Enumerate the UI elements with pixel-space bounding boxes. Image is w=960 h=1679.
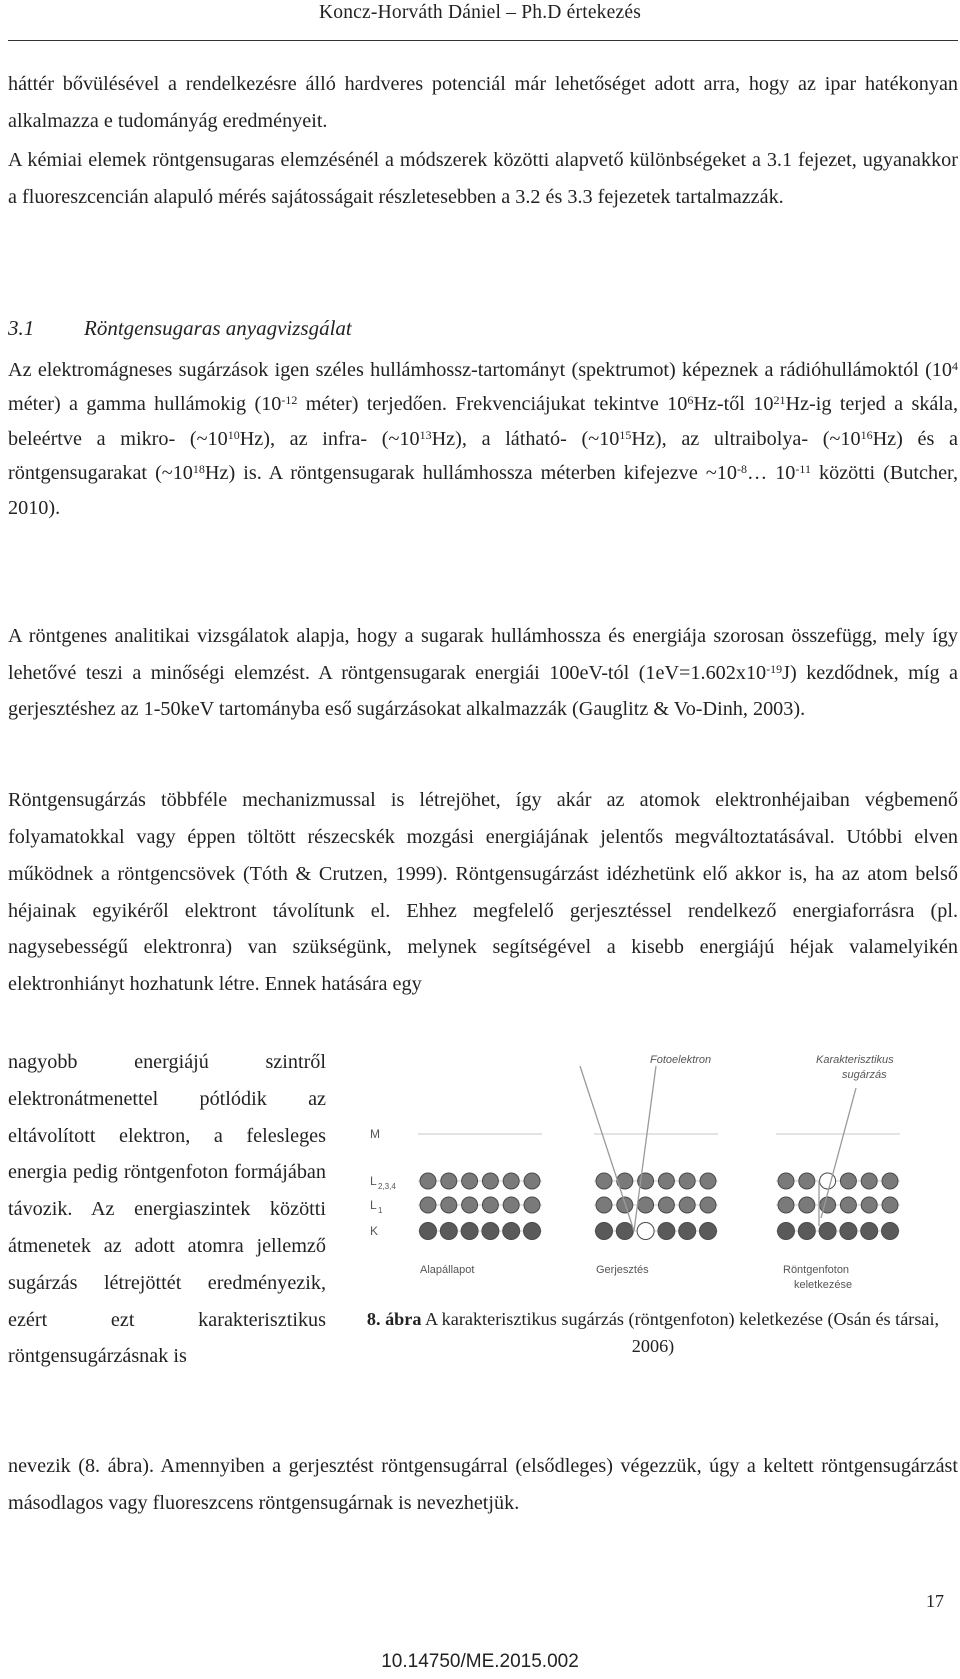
electrons (420, 1173, 899, 1240)
electron (840, 1223, 857, 1240)
label-excitation: Gerjesztés (596, 1264, 649, 1276)
label-level-l1: L (370, 1198, 377, 1212)
header-rule (8, 40, 958, 41)
electron (882, 1197, 898, 1213)
electron (840, 1173, 856, 1189)
electron (596, 1173, 612, 1189)
electron (882, 1223, 899, 1240)
electron (799, 1197, 815, 1213)
electron (420, 1173, 436, 1189)
electron (638, 1197, 654, 1213)
electron (420, 1223, 437, 1240)
label-xray-photon-1: Röntgenfoton (783, 1264, 850, 1276)
electron (658, 1197, 674, 1213)
electron (503, 1223, 520, 1240)
electron (778, 1197, 794, 1213)
label-level-l-sub: 2,3,4 (378, 1182, 396, 1191)
electron (482, 1173, 498, 1189)
electron (524, 1173, 540, 1189)
electron (679, 1173, 695, 1189)
electron (617, 1197, 633, 1213)
electron (778, 1223, 795, 1240)
label-ground-state: Alapállapot (420, 1264, 475, 1276)
electron (420, 1197, 436, 1213)
electron (700, 1223, 717, 1240)
caption-text: A karakterisztikus sugárzás (röntgenfoton) keletkezése (Osán és társai, 2006) (421, 1309, 940, 1356)
label-level-k: K (370, 1224, 379, 1238)
section-heading (8, 310, 958, 346)
electron (840, 1197, 856, 1213)
energy-level-diagram (356, 1048, 950, 1306)
electron (596, 1197, 612, 1213)
electron (700, 1173, 716, 1189)
electron (861, 1223, 878, 1240)
electron (700, 1197, 716, 1213)
label-characteristic-1: Karakterisztikus (816, 1054, 894, 1066)
figure-caption (356, 1306, 950, 1360)
electron (524, 1223, 541, 1240)
electron (798, 1223, 815, 1240)
electron (679, 1223, 696, 1240)
paragraph-final: nevezik (8. ábra). Amennyiben a gerjesztést röntgensugárral (elsődleges) végezzük, úgy a keltett röntgensugárzást másodlagos vagy fluoreszcens röntgensugárnak is nevezhetjük. (8, 1455, 958, 1514)
electron (461, 1223, 478, 1240)
electron (861, 1173, 877, 1189)
label-level-m: M (370, 1127, 380, 1141)
electron (658, 1223, 675, 1240)
label-photoelectron: Fotoelektron (650, 1054, 712, 1066)
figure-8 (356, 1048, 950, 1388)
electron (462, 1173, 478, 1189)
electron (679, 1197, 695, 1213)
electron (441, 1197, 457, 1213)
paragraph-wrap: nagyobb energiájú szintről elektronátmenettel pótlódik az eltávolított elektron, a felesleges energia pedig röntgenfoton formájában távozik. Az energiaszintek közötti átmenetek az adott atomra jellemző sugárzás létrejöttét eredményezik, ezért ezt karakterisztikus röntgensugárzásnak is (8, 1051, 326, 1368)
electron (441, 1173, 457, 1189)
electron (503, 1173, 519, 1189)
section-number: 3.1 (8, 316, 35, 340)
electron (482, 1197, 498, 1213)
electron (882, 1173, 898, 1189)
electron-vacancy (820, 1173, 836, 1189)
running-header: Koncz-Horváth Dániel – Ph.D értekezés (319, 2, 641, 23)
electron (658, 1173, 674, 1189)
paragraph-spectrum: Az elektromágneses sugárzások igen széles hullámhossz-tartományt (spektrumot) képeznek a rádióhullámoktól ($10^4$ méter) a gamma hullámokig ($10^{-12}$ méter) terjedően. Frekvenciájukat tekintve $10^6Hz$-től $10^{21}Hz-ig$ terjed a skála, beleértve a mikro- $(\sim 10^{10}Hz)$, az infra- $(\sim 10^{13}Hz)$, a látható- $(\sim 10^{15}Hz)$, az ultraibolya- $(\sim 10^{16}Hz)$ és a röntgensugarakat $(\sim 10^{18}Hz)$ is. A röntgensugarak hullámhossza méterben kifejezve $\sim 10^{-8}\dots$ $10^{-11}$ közötti (Butcher, 2010). (8, 359, 958, 519)
paragraph-chapters: A kémiai elemek röntgensugaras elemzésénél a módszerek közötti alapvető különbségeket a 3.1 fejezet, ugyanakkor a fluoreszcencián alapuló mérés sajátosságait részletesebben a 3.2 és 3.3 fejezetek tartalmazzák. (8, 149, 958, 209)
label-characteristic-2: sugárzás (842, 1069, 887, 1081)
electron (596, 1223, 613, 1240)
electron (819, 1223, 836, 1240)
electron (482, 1223, 499, 1240)
electron-vacancy (637, 1223, 654, 1240)
electron (440, 1223, 457, 1240)
label-xray-photon-2: keletkezése (794, 1279, 853, 1291)
label-level-l: L (370, 1174, 377, 1188)
doi: 10.14750/ME.2015.002 (381, 1651, 579, 1672)
electron (778, 1173, 794, 1189)
electron (462, 1197, 478, 1213)
electron (820, 1197, 836, 1213)
caption-label: 8. ábra (366, 1309, 422, 1329)
electron (524, 1197, 540, 1213)
electron (616, 1223, 633, 1240)
electron (503, 1197, 519, 1213)
paragraph-energy: A röntgenes analitikai vizsgálatok alapja, hogy a sugarak hullámhossza és energiája szorosan összefügg, mely így lehetővé teszi a minőségi elemzést. A röntgensugarak energiái 100eV-tól $(1eV=1.602x10^{-19}J)$ kezdődnek, míg a gerjesztéshez az 1-50keV tartományba eső sugárzásokat alkalmazzák (Gauglitz & Vo-Dinh, 2003). (8, 625, 958, 721)
section-title: Röntgensugaras anyagvizsgálat (84, 316, 352, 340)
page-number: 17 (926, 1591, 944, 1611)
paragraph-intro: háttér bővülésével a rendelkezésre álló hardveres potenciál már lehetőséget adott arra, hogy az ipar hatékonyan alkalmazza e tudományág eredményeit. (8, 73, 958, 132)
electron (799, 1173, 815, 1189)
electron (861, 1197, 877, 1213)
paragraph-mechanism: Röntgensugárzás többféle mechanizmussal is létrejöhet, így akár az atomok elektronhéjaiban végbemenő folyamatokkal vagy éppen töltött részecskék mozgási energiájának jelentős megváltoztatásával. Utóbbi elven működnek a röntgencsövek (Tóth & Crutzen, 1999). Röntgensugárzást idézhetünk elő akkor is, ha az atom belső héjainak egyikéről elektront távolítunk el. Ehhez megfelelő gerjesztéssel rendelkező energiaforrásra (pl. nagysebességű elektronra) van szükségünk, melynek segítségével a kisebb energiájú héjak valamelyikén elektronhiányt hozhatunk létre. Ennek hatására egy (8, 789, 958, 996)
label-level-l1-sub: 1 (378, 1206, 383, 1215)
